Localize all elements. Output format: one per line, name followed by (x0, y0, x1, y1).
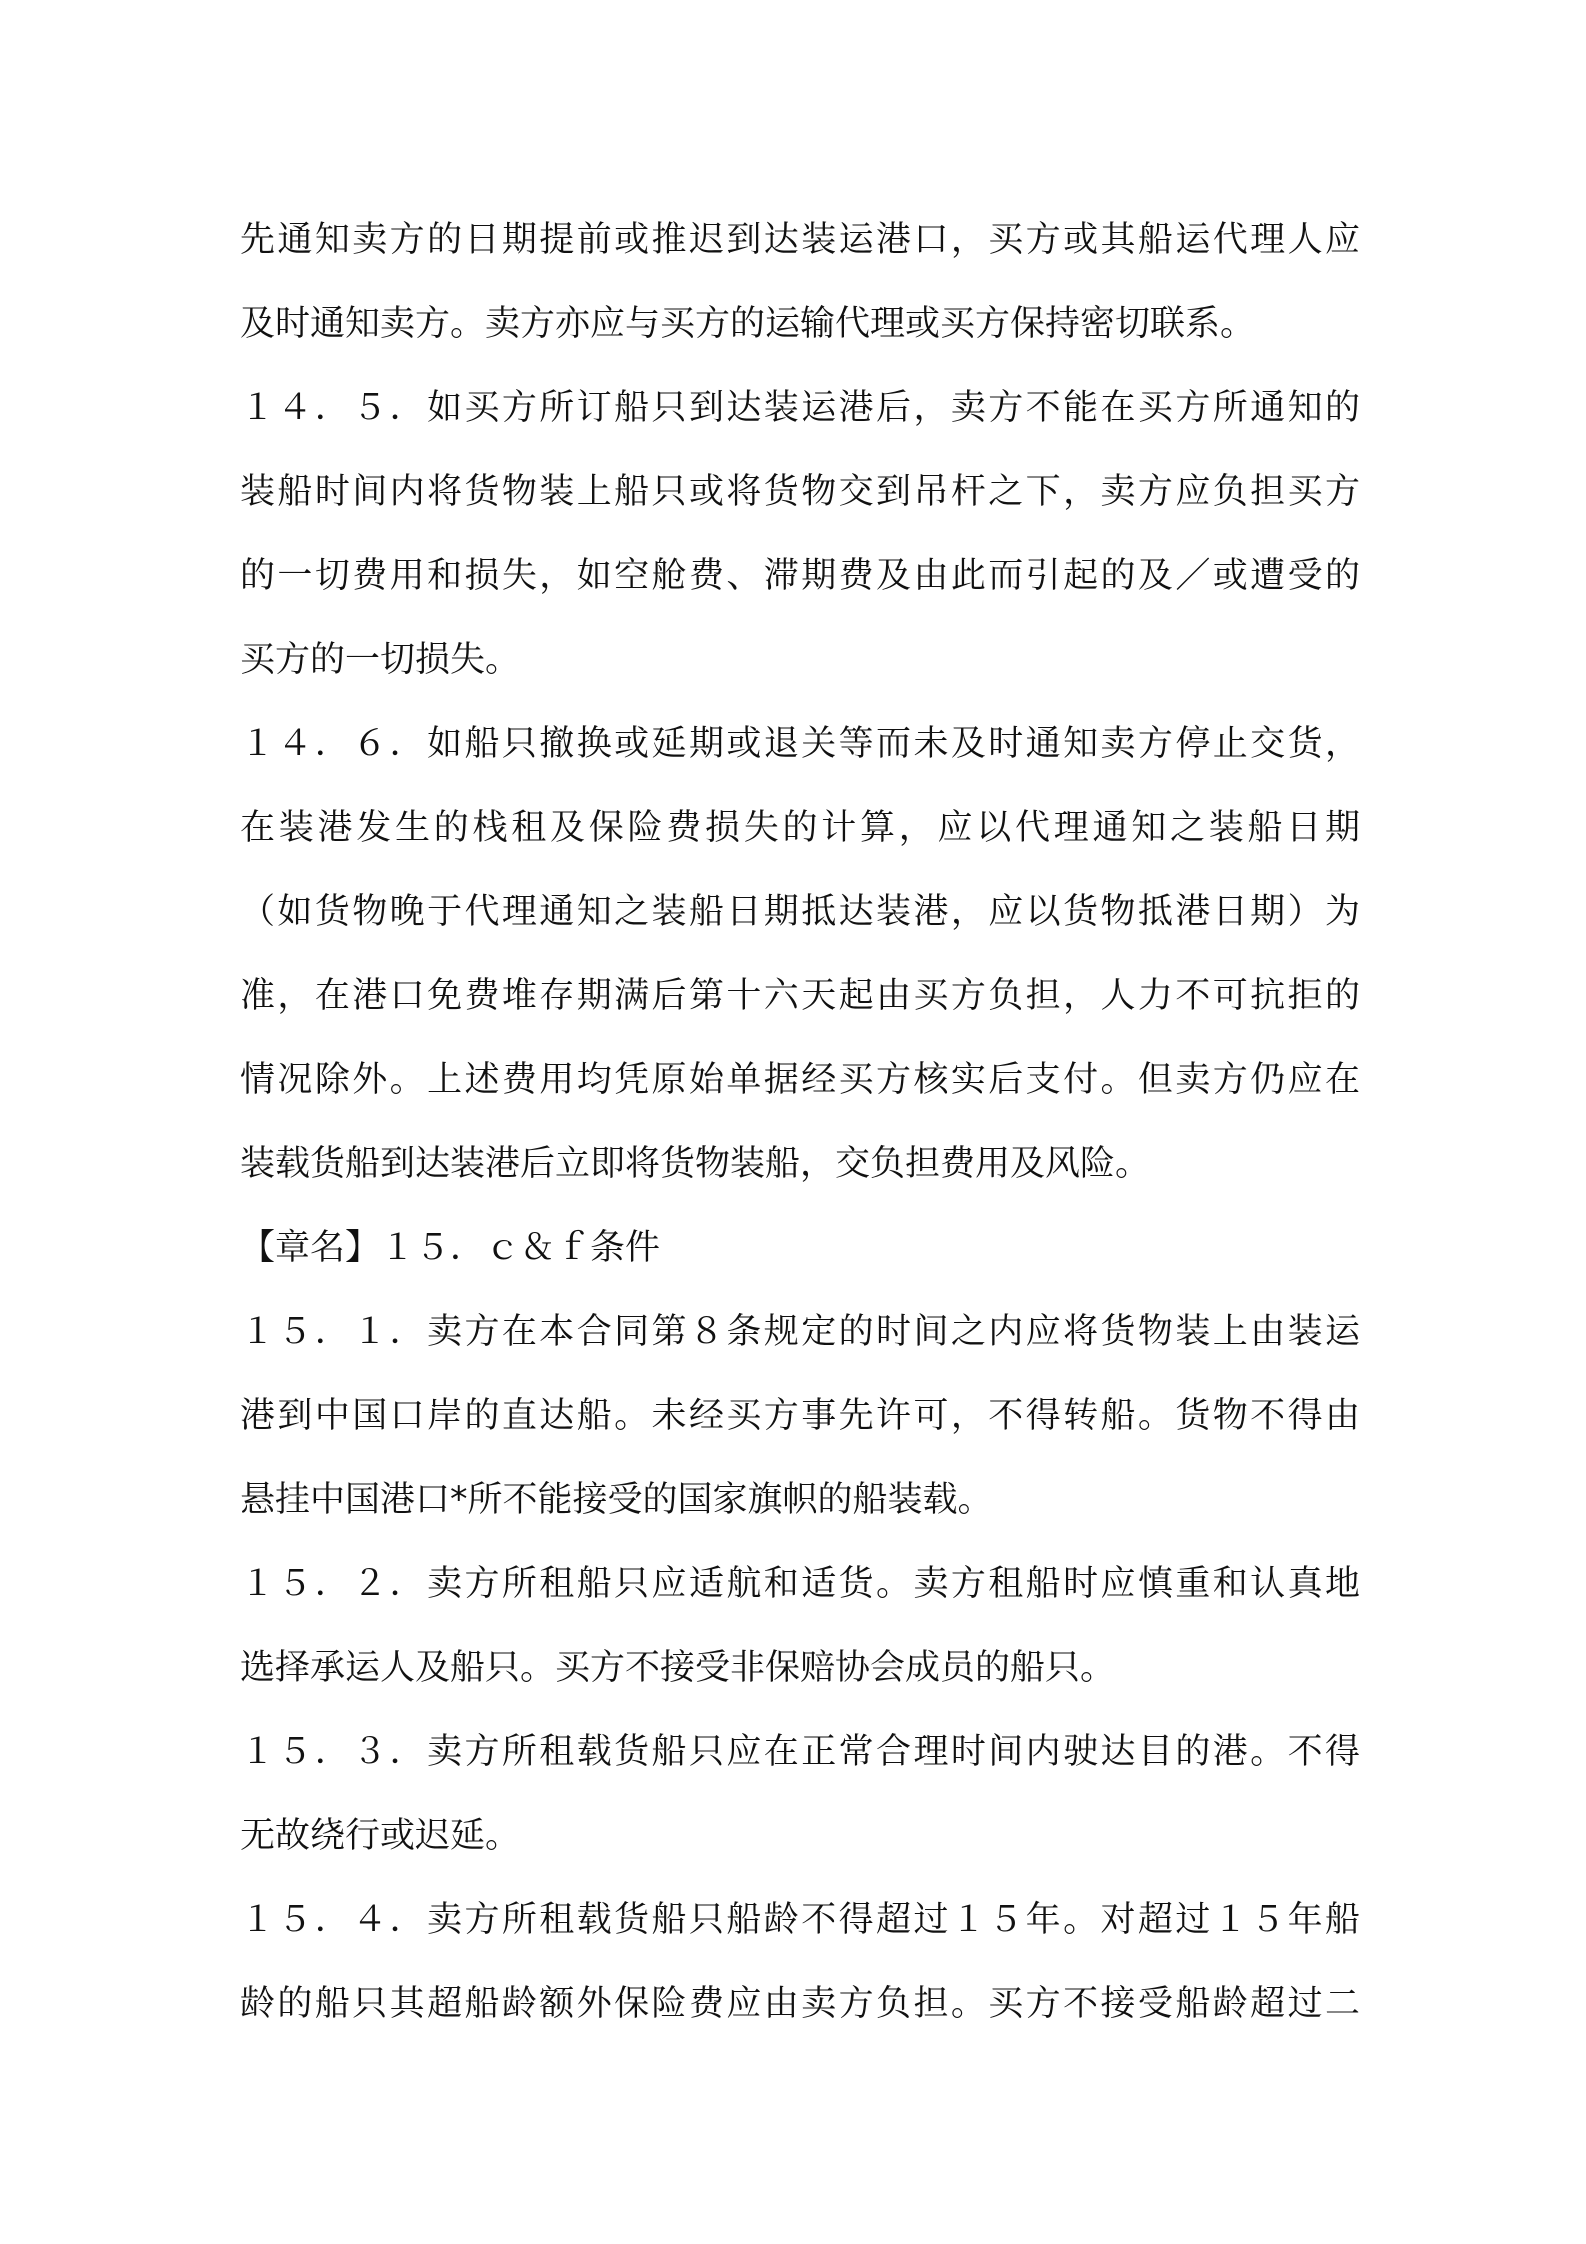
text-line: 买方的一切损失。 (240, 640, 521, 680)
text-line: 情况除外。上述费用均凭原始单据经买方核实后支付。但卖方仍应在 (240, 1060, 1360, 1100)
clause-15-3-line: １５．３．卖方所租载货船只应在正常合理时间内驶达目的港。不得 (240, 1732, 1360, 1772)
text-line: 先通知卖方的日期提前或推迟到达装运港口，买方或其船运代理人应 (240, 220, 1360, 260)
clause-15-2-line: １５．２．卖方所租船只应适航和适货。卖方租船时应慎重和认真地 (240, 1564, 1360, 1604)
text-line: 悬挂中国港口*所不能接受的国家旗帜的船装载。 (240, 1480, 993, 1520)
text-line: 的一切费用和损失，如空舱费、滞期费及由此而引起的及／或遭受的 (240, 556, 1360, 596)
clause-14-6-line: １４．６．如船只撤换或延期或退关等而未及时通知卖方停止交货， (240, 724, 1360, 764)
text-line: 装船时间内将货物装上船只或将货物交到吊杆之下，卖方应负担买方 (240, 472, 1360, 512)
chapter-heading: 【章名】１５．ｃ＆ｆ条件 (240, 1228, 661, 1268)
text-line: 装载货船到达装港后立即将货物装船，交负担费用及风险。 (240, 1144, 1151, 1184)
clause-14-5-line: １４．５．如买方所订船只到达装运港后，卖方不能在买方所通知的 (240, 388, 1360, 428)
text-line: 无故绕行或迟延。 (240, 1816, 521, 1856)
text-line: 龄的船只其超船龄额外保险费应由卖方负担。买方不接受船龄超过二 (240, 1984, 1360, 2024)
text-line: 及时通知卖方。卖方亦应与买方的运输代理或买方保持密切联系。 (240, 304, 1256, 344)
clause-15-1-line: １５．１．卖方在本合同第８条规定的时间之内应将货物装上由装运 (240, 1312, 1360, 1352)
clause-15-4-line: １５．４．卖方所租载货船只船龄不得超过１５年。对超过１５年船 (240, 1900, 1360, 1940)
document-body (240, 198, 1360, 2046)
text-line: （如货物晚于代理通知之装船日期抵达装港，应以货物抵港日期）为 (240, 892, 1360, 932)
text-line: 准，在港口免费堆存期满后第十六天起由买方负担，人力不可抗拒的 (240, 976, 1360, 1016)
text-line: 选择承运人及船只。买方不接受非保赔协会成员的船只。 (240, 1648, 1116, 1688)
text-line: 港到中国口岸的直达船。未经买方事先许可，不得转船。货物不得由 (240, 1396, 1360, 1436)
text-line: 在装港发生的栈租及保险费损失的计算，应以代理通知之装船日期 (240, 808, 1360, 848)
